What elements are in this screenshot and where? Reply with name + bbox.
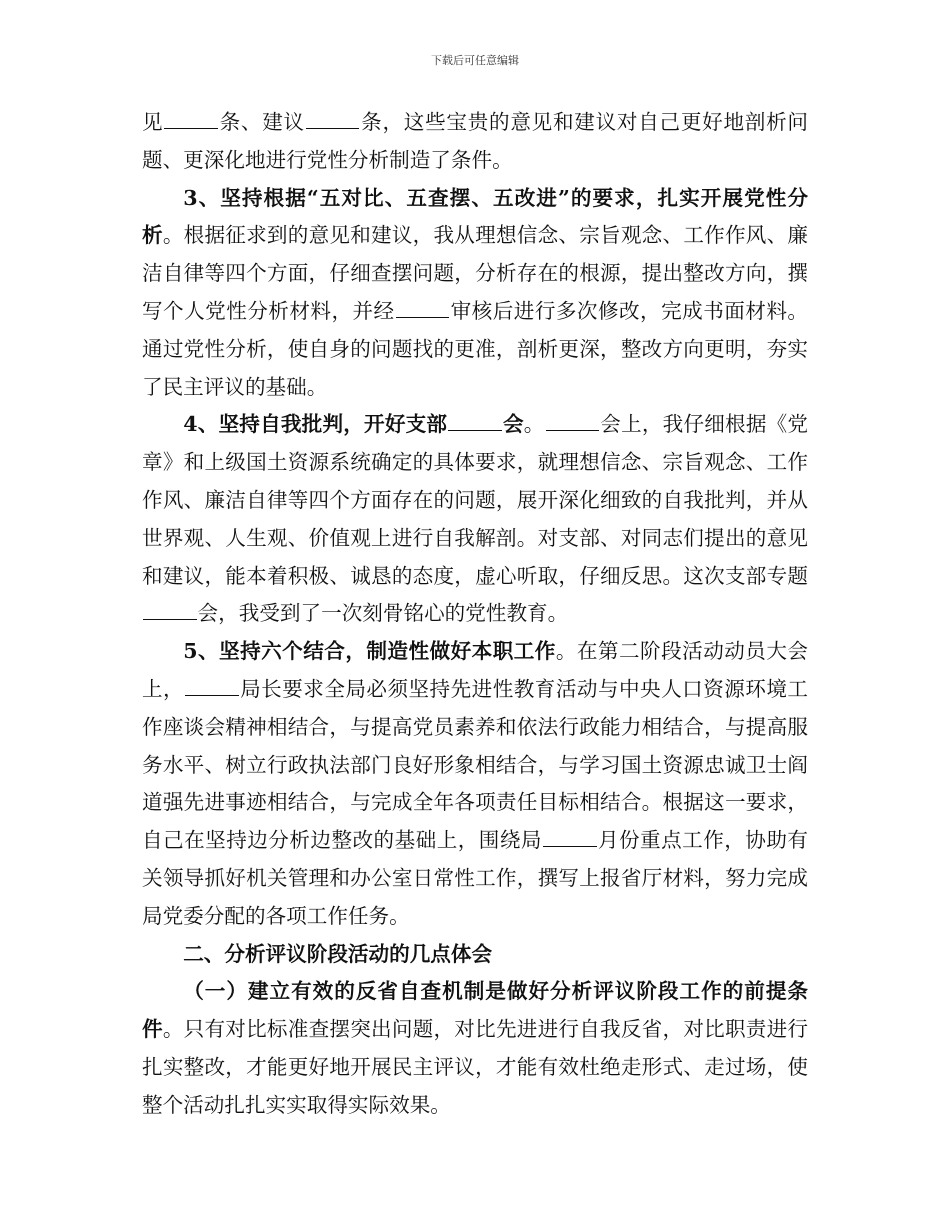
fill-blank xyxy=(143,600,197,621)
text-span: 。根据征求到的意见和建议，我从理想信念、宗旨观念、工作作风、廉洁自律等四个方面，仔细查摆问题，分析存在的根源，提出整改方向，撰写个人党性分析材料，并经 xyxy=(142,223,809,323)
paragraph-2 xyxy=(142,180,808,407)
paragraph-heading: 4、坚持自我批判，开好支部 xyxy=(183,412,448,437)
paragraph-3 xyxy=(142,406,808,633)
fill-blank xyxy=(185,675,239,696)
text-span: 。只有对比标准查摆突出问题，对比先进进行自我反省，对比职责进行扎实整改，才能更好地开展民主评议，才能有效杜绝走形式、走过场，使整个活动扎扎实实取得实际效果。 xyxy=(142,1017,809,1117)
text-span: 月份重点工作，协助有关领导抓好机关管理和办公室日常性工作，撰写上报省厅材料，努力完成局党委分配的各项工作任务。 xyxy=(142,828,809,928)
fill-blank xyxy=(396,297,450,318)
paragraph-heading-tail: 会 xyxy=(502,412,524,437)
fill-blank xyxy=(164,108,218,129)
text-span: 条、建议 xyxy=(218,110,305,134)
text-span: 见 xyxy=(142,110,164,134)
text-span: 。在第二阶段活动动员大会上， xyxy=(142,639,808,701)
fill-blank xyxy=(546,411,600,432)
text-span: 。 xyxy=(523,412,545,437)
paragraph-4 xyxy=(142,633,808,935)
fill-blank xyxy=(306,108,360,129)
paragraph-heading: 5、坚持六个结合，制造性做好本职工作 xyxy=(183,639,556,664)
fill-blank xyxy=(448,411,502,432)
section-heading: 二、分析评议阶段活动的几点体会 xyxy=(183,941,493,966)
paragraph-heading: 3、坚持根据“五对比、五查摆、五改进”的要求，扎实开展党性分析 xyxy=(142,185,808,248)
text-span: 条，这些宝贵的意见和建议对自己更好地剖析问题、更深化地进行党性分析制造了条件。 xyxy=(142,110,809,172)
text-span: 审核后进行多次修改，完成书面材料。通过党性分析，使自身的问题找的更准，剖析更深，整改方向更明，夯实了民主评议的基础。 xyxy=(142,298,809,399)
paragraph-1 xyxy=(142,104,808,180)
page-header: 下载后可任意编辑 xyxy=(431,54,519,67)
paragraph-heading: （一）建立有效的反省自查机制是做好分析评议阶段工作的前提条件 xyxy=(142,979,808,1042)
paragraph-6 xyxy=(142,973,808,1124)
document-body xyxy=(142,104,808,1125)
fill-blank xyxy=(543,827,597,848)
text-span: 会上，我仔细根据《党章》和上级国土资源系统确定的具体要求，就理想信念、宗旨观念、工作作风、廉洁自律等四个方面存在的问题，展开深化细致的自我批判，并从世界观、人生观、价值观上进行自我解剖。对支部、对同志们提出的意见和建议，能本着积极、诚恳的态度，虚心听取，仔细反思。这次支部专题 xyxy=(142,412,809,588)
text-span: 会，我受到了一次刻骨铭心的党性教育。 xyxy=(197,601,569,626)
text-span: 局长要求全局必须坚持先进性教育活动与中央人口资源环境工作座谈会精神相结合，与提高党员素养和依法行政能力相结合，与提高服务水平、树立行政执法部门良好形象相结合，与学习国土资源忠诚卫士阎道强先进事迹相结合，与完成全年各项责任目标相结合。根据这一要求，自己在坚持边分析边整改的基础上，围绕局 xyxy=(142,676,809,853)
